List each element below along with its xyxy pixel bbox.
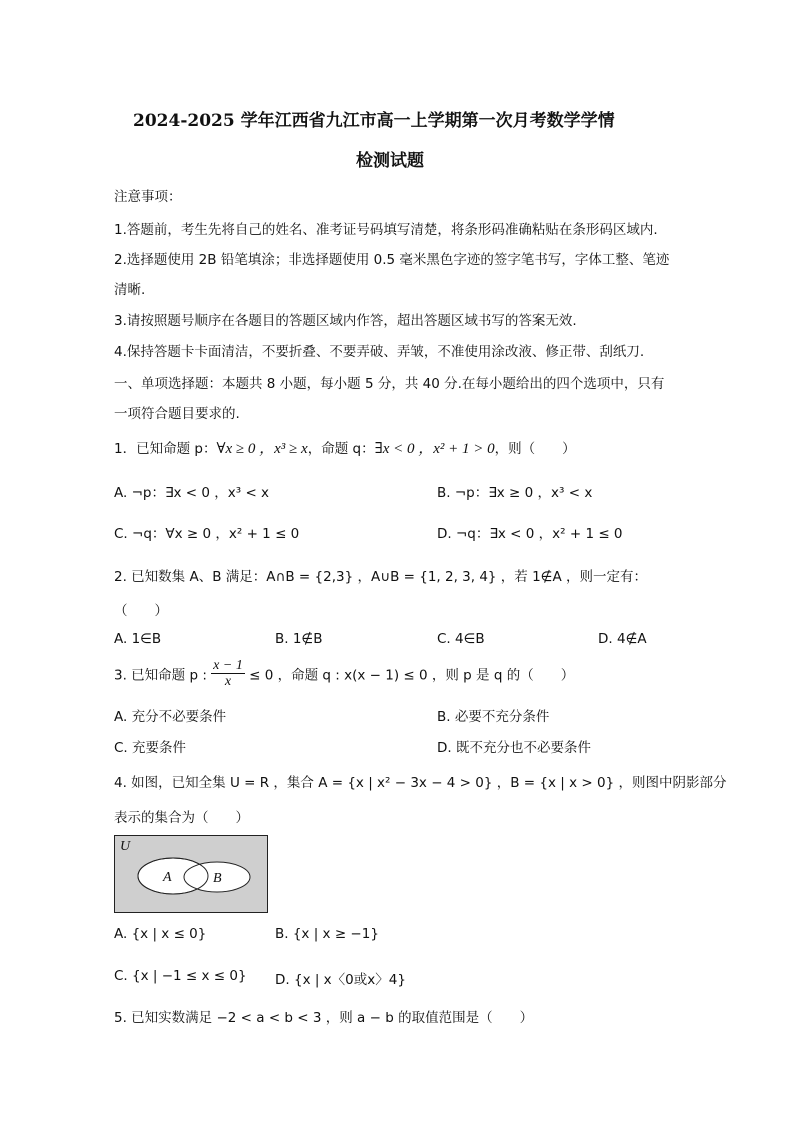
q4-option-c[interactable]: C. {x | −1 ≤ x ≤ 0} bbox=[114, 968, 247, 984]
note-4: 4.保持答题卡卡面清洁，不要折叠、不要弄破、弄皱，不准使用涂改液、修正带、刮纸刀. bbox=[114, 344, 645, 360]
q3-fraction-numerator: x − 1 bbox=[213, 658, 243, 673]
venn-label-b: B bbox=[213, 871, 222, 886]
q2-option-c[interactable]: C. 4∈B bbox=[437, 631, 485, 647]
q1-option-c[interactable]: C. ¬q：∀x ≥ 0 ，x² + 1 ≤ 0 bbox=[114, 526, 300, 542]
q2-option-b[interactable]: B. 1∉B bbox=[275, 631, 323, 647]
q4-option-b[interactable]: B. {x | x ≥ −1} bbox=[275, 926, 379, 942]
q3-suffix: ≤ 0 ，命题 q : x(x − 1) ≤ 0 ，则 p 是 q 的（ ） bbox=[249, 667, 575, 684]
q3-option-d[interactable]: D. 既不充分也不必要条件 bbox=[437, 740, 591, 756]
question-4-stem-cont: 表示的集合为（ ） bbox=[114, 810, 249, 826]
q4-option-a[interactable]: A. {x | x ≤ 0} bbox=[114, 926, 207, 942]
q2-option-a[interactable]: A. 1∈B bbox=[114, 631, 162, 647]
section-heading: 一、单项选择题：本题共 8 小题，每小题 5 分，共 40 分.在每小题给出的四个选项中，只有 bbox=[114, 376, 665, 392]
q3-fraction-denominator: x bbox=[224, 674, 232, 689]
venn-label-u: U bbox=[120, 839, 131, 854]
q1-mid: ，命题 q： bbox=[307, 441, 375, 457]
question-4-stem: 4. 如图，已知全集 U = R ，集合 A = {x | x² − 3x − 4 > 0} ，B = {x | x > 0} ，则图中阴影部分 bbox=[114, 775, 727, 791]
q1-suffix: ，则（ ） bbox=[494, 441, 576, 457]
page-title-line2: 检测试题 bbox=[356, 151, 424, 171]
notes-heading: 注意事项： bbox=[114, 189, 182, 205]
q1-option-d[interactable]: D. ¬q：∃x < 0 ，x² + 1 ≤ 0 bbox=[437, 526, 623, 542]
venn-label-a: A bbox=[163, 870, 172, 885]
question-5-stem: 5. 已知实数满足 −2 < a < b < 3 ，则 a − b 的取值范围是（ ） bbox=[114, 1010, 534, 1026]
question-3-stem bbox=[114, 658, 574, 689]
q1-prefix: 1．已知命题 p： bbox=[114, 441, 217, 457]
note-2: 2.选择题使用 2B 铅笔填涂；非选择题使用 0.5 毫米黑色字迹的签字笔书写，字体工整、笔迹 bbox=[114, 252, 670, 268]
q1-option-b[interactable]: B. ¬p：∃x ≥ 0 ，x³ < x bbox=[437, 485, 593, 501]
section-heading-cont: 一项符合题目要求的. bbox=[114, 406, 240, 422]
q3-option-a[interactable]: A. 充分不必要条件 bbox=[114, 709, 227, 725]
note-1: 1.答题前，考生先将自己的姓名、准考证号码填写清楚，将条形码准确粘贴在条形码区域内. bbox=[114, 222, 658, 238]
q2-option-d[interactable]: D. 4∉A bbox=[598, 631, 647, 647]
q3-fraction bbox=[211, 658, 245, 689]
q2-answer-paren: （ ） bbox=[114, 603, 168, 619]
note-3: 3.请按照题号顺序在各题目的答题区域内作答，超出答题区域书写的答案无效. bbox=[114, 313, 577, 329]
venn-diagram bbox=[114, 835, 268, 913]
q3-prefix: 3. 已知命题 p : bbox=[114, 667, 207, 684]
q3-option-c[interactable]: C. 充要条件 bbox=[114, 740, 187, 756]
q1-option-a[interactable]: A. ¬p：∃x < 0 ，x³ < x bbox=[114, 485, 270, 501]
note-2-cont: 清晰. bbox=[114, 282, 146, 298]
question-1-stem bbox=[114, 437, 576, 458]
question-2-stem: 2. 已知数集 A、B 满足：A∩B = {2,3} ，A∪B = {1, 2, 3, 4} ，若 1∉A ，则一定有： bbox=[114, 569, 647, 585]
q3-option-b[interactable]: B. 必要不充分条件 bbox=[437, 709, 550, 725]
venn-svg bbox=[115, 836, 267, 912]
page-title: 2024-2025 学年江西省九江市高一上学期第一次月考数学学情 bbox=[133, 111, 615, 131]
q4-option-d[interactable]: D. {x | x〈0或x〉4} bbox=[275, 972, 406, 988]
q1-p-statement: ∀x ≥ 0 ，x³ ≥ x bbox=[216, 441, 308, 457]
q1-q-statement: ∃x < 0 ，x² + 1 > 0 bbox=[374, 441, 495, 457]
